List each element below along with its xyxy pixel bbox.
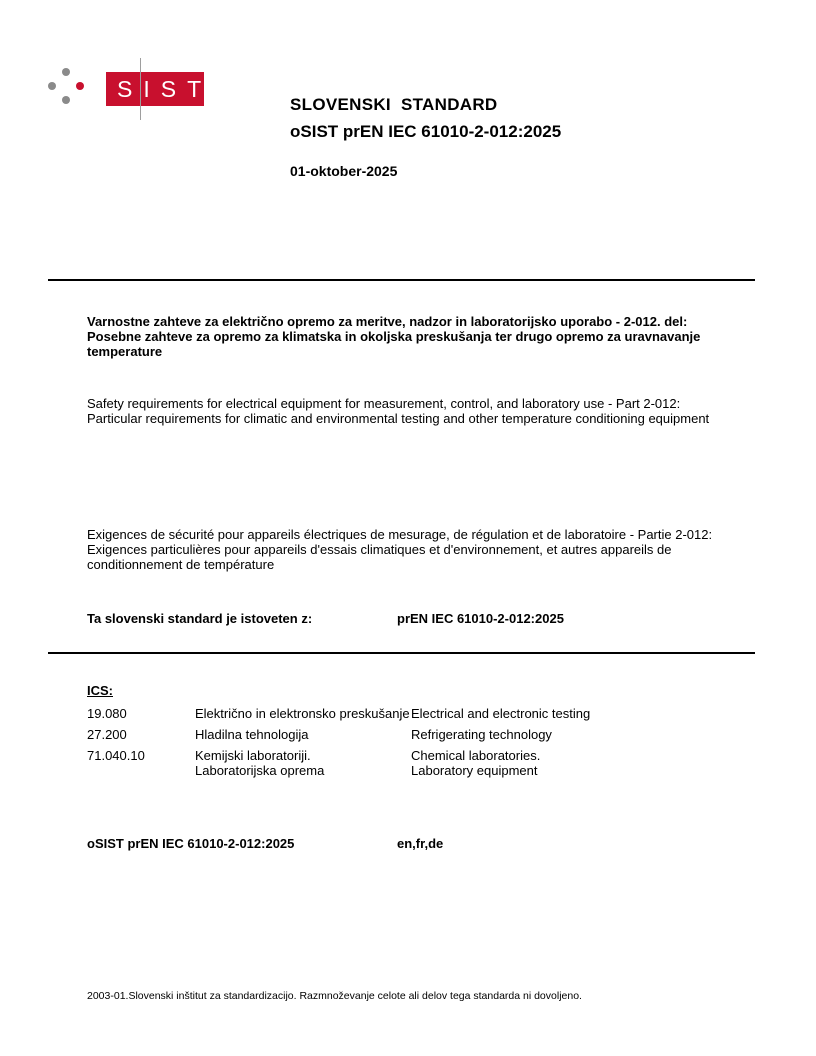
ics-slovenian: Hladilna tehnologija [195, 727, 309, 742]
logo-dot [62, 68, 70, 76]
title-english: Safety requirements for electrical equipment for measurement, control, and laboratory use - Part 2-012: Particular requirements for climatic and environmental testing and other temperature conditioning equipment [87, 396, 710, 426]
divider-top [48, 279, 755, 281]
sist-logo-dots [48, 68, 90, 110]
footer-languages: en,fr,de [397, 836, 444, 851]
title-french: Exigences de sécurité pour appareils électriques de mesurage, de régulation et de laboratoire - Partie 2-012: Exigences particulières pour appareils d'essais climatiques et d'environnement, et autres appareils de conditionnement de température [87, 527, 713, 572]
identity-value: prEN IEC 61010-2-012:2025 [397, 611, 564, 626]
title-slovenian: Varnostne zahteve za električno opremo za meritve, nadzor in laboratorijsko uporabo - 2-012. del: Posebne zahteve za opremo za klimatska in okoljska preskušanja ter drugo opremo za uravnavanje temperature [87, 314, 701, 359]
ics-slovenian: Električno in elektronsko preskušanje [195, 706, 410, 721]
ics-row [87, 706, 631, 721]
ics-row [87, 727, 631, 742]
standard-code: oSIST prEN IEC 61010-2-012:2025 [290, 122, 562, 141]
logo-dot [48, 82, 56, 90]
copyright-notice: 2003-01.Slovenski inštitut za standardizacijo. Razmnoževanje celote ali delov tega standarda ni dovoljeno. [87, 990, 582, 1002]
sist-logo-text: SIST [117, 76, 213, 102]
divider-bottom [48, 652, 755, 654]
ics-english: Chemical laboratories. Laboratory equipment [411, 748, 541, 778]
ics-english: Electrical and electronic testing [411, 706, 591, 721]
standard-type: SLOVENSKI STANDARD [290, 95, 498, 114]
ics-label: ICS: [87, 683, 113, 698]
ics-code: 71.040.10 [87, 748, 145, 763]
publication-date: 01-oktober-2025 [290, 163, 398, 179]
footer-standard-code: oSIST prEN IEC 61010-2-012:2025 [87, 836, 295, 851]
identity-label: Ta slovenski standard je istoveten z: [87, 611, 313, 626]
logo-dot [62, 96, 70, 104]
ics-table [87, 706, 631, 784]
ics-english: Refrigerating technology [411, 727, 552, 742]
ics-row [87, 748, 631, 778]
ics-code: 27.200 [87, 727, 127, 742]
logo-dot [76, 82, 84, 90]
ics-code: 19.080 [87, 706, 127, 721]
ics-slovenian: Kemijski laboratoriji. Laboratorijska oprema [195, 748, 325, 778]
